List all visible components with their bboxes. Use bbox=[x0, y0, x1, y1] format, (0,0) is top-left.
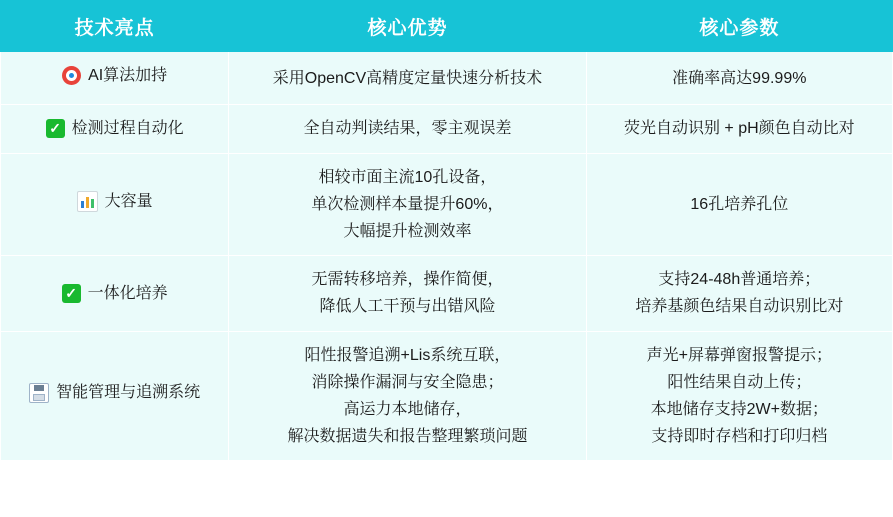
params-cell bbox=[586, 153, 892, 256]
feature-label: AI算法加持 bbox=[88, 67, 168, 84]
feature-label: 智能管理与追溯系统 bbox=[56, 384, 201, 402]
column-header-feature: 技术亮点 bbox=[1, 1, 229, 52]
column-header-params: 核心参数 bbox=[586, 1, 892, 52]
feature-label: 大容量 bbox=[104, 192, 153, 210]
advantage-line: 无需转移培养，操作简便， bbox=[311, 271, 504, 289]
table-row bbox=[1, 153, 893, 256]
params-line: 支持24-48h普通培养； bbox=[658, 271, 821, 289]
chart-icon bbox=[77, 191, 98, 212]
params-line: 培养基颜色结果自动识别比对 bbox=[635, 298, 844, 316]
params-line: 阳性结果自动上传； bbox=[667, 373, 812, 391]
feature-label: 检测过程自动化 bbox=[71, 120, 184, 138]
params-cell bbox=[586, 52, 892, 105]
disk-icon bbox=[29, 383, 49, 403]
table-body bbox=[1, 52, 893, 461]
table-header-row bbox=[1, 1, 893, 52]
feature-cell bbox=[1, 105, 229, 153]
params-cell bbox=[586, 105, 892, 153]
advantage-line: 全自动判读结果，零主观误差 bbox=[303, 120, 512, 138]
check-icon: ✓ bbox=[46, 119, 65, 138]
params-line: 声光+屏幕弹窗报警提示； bbox=[646, 346, 832, 364]
table-row bbox=[1, 256, 893, 331]
table-row bbox=[1, 331, 893, 461]
params-cell bbox=[586, 256, 892, 331]
params-line: 支持即时存档和打印归档 bbox=[651, 428, 828, 446]
advantage-line: 降低人工干预与出错风险 bbox=[319, 298, 496, 316]
advantage-line: 消除操作漏洞与安全隐患； bbox=[311, 373, 504, 391]
advantage-line: 高运力本地储存， bbox=[343, 400, 472, 418]
advantage-line: 相较市面主流10孔设备， bbox=[318, 168, 497, 186]
advantage-cell bbox=[229, 52, 586, 105]
advantage-line: 单次检测样本量提升60%， bbox=[311, 195, 504, 213]
check-icon: ✓ bbox=[62, 284, 81, 303]
advantage-line: 阳性报警追溯+Lis系统互联， bbox=[304, 346, 511, 364]
params-line: 本地储存支持2W+数据； bbox=[650, 400, 828, 418]
feature-cell bbox=[1, 52, 229, 105]
table-row bbox=[1, 52, 893, 105]
table-row bbox=[1, 105, 893, 153]
feature-label: 一体化培养 bbox=[87, 284, 168, 302]
params-line: 荧光自动识别 + pH颜色自动比对 bbox=[623, 120, 855, 138]
feature-cell bbox=[1, 256, 229, 331]
column-header-advantage: 核心优势 bbox=[229, 1, 586, 52]
target-icon bbox=[62, 66, 81, 85]
feature-cell bbox=[1, 153, 229, 256]
params-line: 准确率高达99.99% bbox=[672, 69, 807, 87]
params-line: 16孔培养孔位 bbox=[690, 195, 789, 213]
feature-cell bbox=[1, 331, 229, 461]
params-cell bbox=[586, 331, 892, 461]
advantage-cell bbox=[229, 105, 586, 153]
table-head bbox=[1, 1, 893, 52]
advantage-cell bbox=[229, 153, 586, 256]
advantage-cell bbox=[229, 256, 586, 331]
advantage-line: 采用OpenCV高精度定量快速分析技术 bbox=[272, 69, 543, 87]
advantage-cell bbox=[229, 331, 586, 461]
advantage-line: 大幅提升检测效率 bbox=[343, 222, 472, 240]
advantage-line: 解决数据遗失和报告整理繁琐问题 bbox=[287, 428, 528, 446]
